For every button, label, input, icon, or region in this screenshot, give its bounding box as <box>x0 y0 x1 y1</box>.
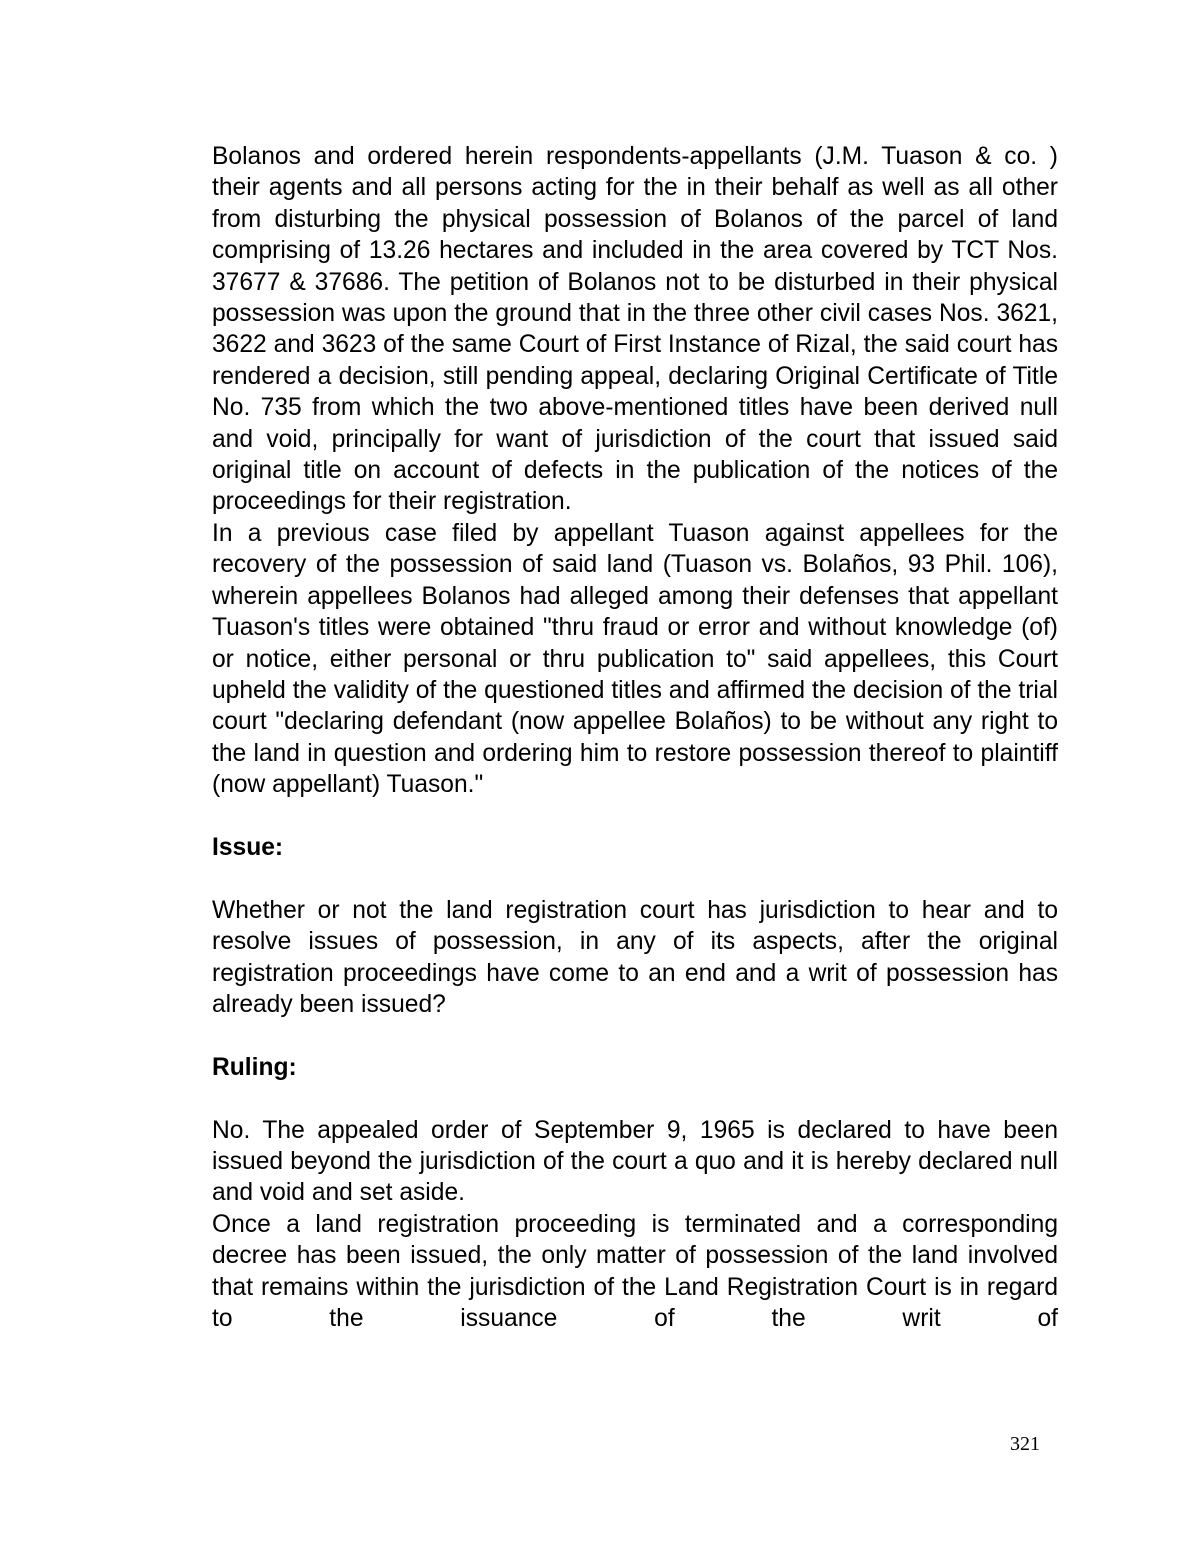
document-body <box>212 141 1058 1334</box>
ruling-text-2: Once a land registration proceeding is terminated and a corresponding decree has been issued, the only matter of possession of the land involved that remains within the jurisdiction of the Land Registration Court is in regard to the issuance of the writ of <box>212 1210 1058 1332</box>
spacer <box>212 1083 1058 1114</box>
issue-text: Whether or not the land registration court has jurisdiction to hear and to resolve issues of possession, in any of its aspects, after the original registration proceedings have come to an end and a writ of possession has already been issued? <box>212 896 1058 1018</box>
spacer <box>212 801 1058 832</box>
ruling-text-1: No. The appealed order of September 9, 1965 is declared to have been issued beyond the jurisdiction of the court a quo and it is hereby declared null and void and set aside. <box>212 1116 1058 1207</box>
spacer <box>212 863 1058 894</box>
spacer <box>212 1020 1058 1051</box>
issue-heading: Issue: <box>212 833 284 861</box>
paragraph-previous-case: In a previous case filed by appellant Tuason against appellees for the recovery of the possession of said land (Tuason vs. Bolaños, 93 Phil. 106), wherein appellees Bolanos had alleged among their defenses that appellant Tuason's titles were obtained "thru fraud or error and without knowledge (of) or notice, either personal or thru publication to" said appellees, this Court upheld the validity of the questioned titles and affirmed the decision of the trial court "declaring defendant (now appellee Bolaños) to be without any right to the land in question and ordering him to restore possession thereof to plaintiff (now appellant) Tuason." <box>212 519 1058 799</box>
paragraph-background: Bolanos and ordered herein respondents-appellants (J.M. Tuason & co. ) their agents and all persons acting for the in their behalf as well as all other from disturbing the physical possession of Bolanos of the parcel of land comprising of 13.26 hectares and included in the area covered by TCT Nos. 37677 & 37686. The petition of Bolanos not to be disturbed in their physical possession was upon the ground that in the three other civil cases Nos. 3621, 3622 and 3623 of the same Court of First Instance of Rizal, the said court has rendered a decision, still pending appeal, declaring Original Certificate of Title No. 735 from which the two above-mentioned titles have been derived null and void, principally for want of jurisdiction of the court that issued said original title on account of defects in the publication of the notices of the proceedings for their registration. <box>212 143 1058 516</box>
page-number: 321 <box>1010 1433 1040 1455</box>
ruling-heading: Ruling: <box>212 1053 297 1081</box>
